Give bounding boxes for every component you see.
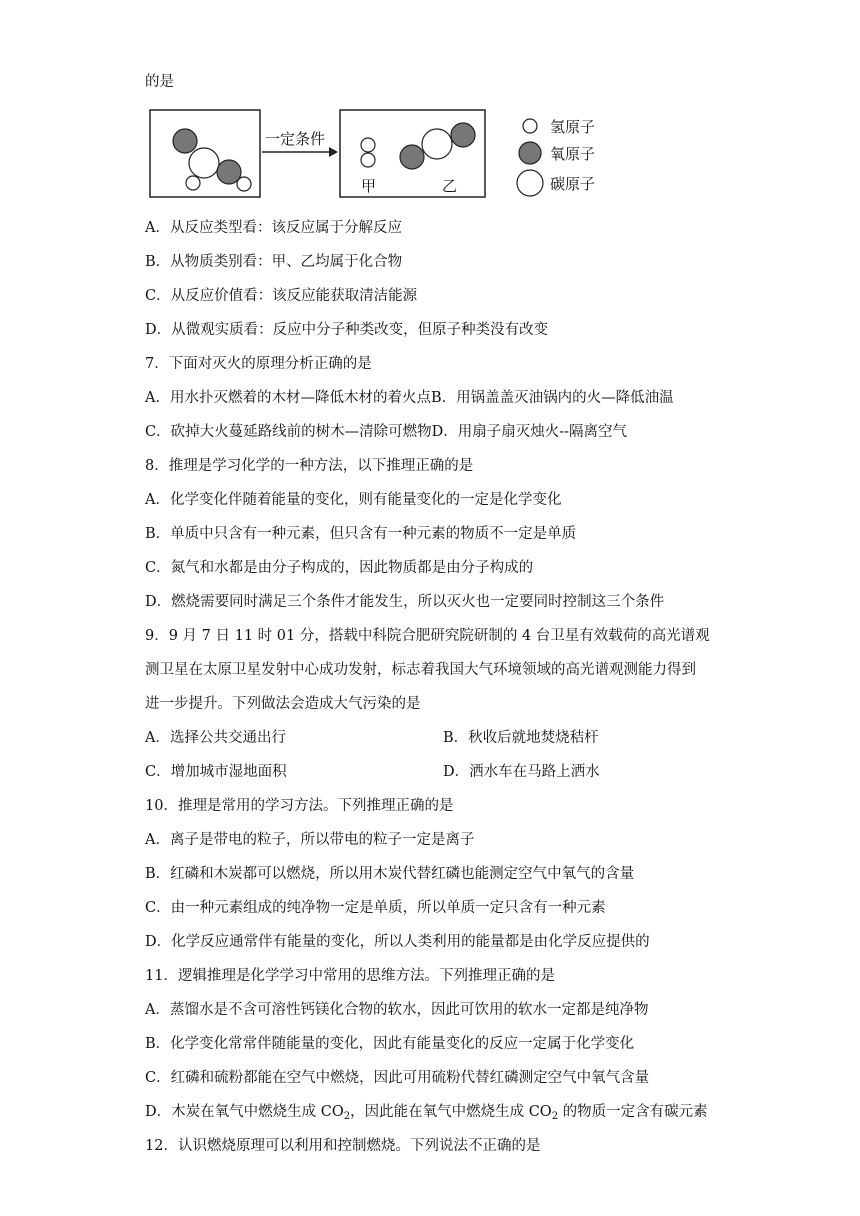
q10-stem: 10．推理是常用的学习方法。下列推理正确的是 bbox=[145, 798, 454, 814]
q11-option-d-part-1: D．木炭在氧气中燃烧生成 CO bbox=[145, 1104, 344, 1120]
subscript-2: 2 bbox=[551, 1111, 559, 1122]
q7-stem: 7．下面对灭火的原理分析正确的是 bbox=[145, 356, 372, 372]
carbon-atom bbox=[422, 129, 452, 159]
carbon-atom bbox=[189, 148, 219, 178]
legend-carbon-label: 碳原子 bbox=[550, 175, 596, 193]
legend-oxygen-label: 氧原子 bbox=[550, 145, 596, 163]
question-6-stem-fragment: 的是 bbox=[145, 74, 174, 90]
q10-option-c: C．由一种元素组成的纯净物一定是单质，所以单质一定只含有一种元素 bbox=[145, 900, 606, 916]
q11-option-c: C．红磷和硫粉都能在空气中燃烧，因此可用硫粉代替红磷测定空气中氧气含量 bbox=[145, 1070, 650, 1086]
arrow-label: 一定条件 bbox=[265, 130, 326, 148]
q10-option-b: B．红磷和木炭都可以燃烧，所以用木炭代替红磷也能测定空气中氧气的含量 bbox=[145, 866, 635, 882]
q9-option-d: D．洒水车在马路上洒水 bbox=[443, 764, 600, 780]
legend-oxygen-icon bbox=[519, 142, 541, 164]
product-label-yi: 乙 bbox=[442, 177, 458, 195]
q6-option-b: B．从物质类别看：甲、乙均属于化合物 bbox=[145, 254, 403, 270]
q10-option-a: A．离子是带电的粒子，所以带电的粒子一定是离子 bbox=[145, 832, 475, 848]
subscript-2: 2 bbox=[343, 1111, 351, 1122]
q11-option-b: B．化学变化常常伴随能量的变化，因此有能量变化的反应一定属于化学变化 bbox=[145, 1036, 635, 1052]
legend-hydrogen-icon bbox=[523, 119, 537, 133]
q9-option-a: A．选择公共交通出行 bbox=[145, 730, 286, 746]
q8-stem: 8．推理是学习化学的一种方法，以下推理正确的是 bbox=[145, 458, 474, 474]
q9-option-c: C．增加城市湿地面积 bbox=[145, 764, 287, 780]
q11-option-d-part-2: ，因此能在氧气中燃烧生成 CO bbox=[350, 1104, 552, 1120]
q11-option-d-part-3: 的物质一定含有碳元素 bbox=[558, 1104, 708, 1120]
q9-option-b: B．秋收后就地焚烧秸杆 bbox=[443, 730, 599, 746]
q11-stem: 11．逻辑推理是化学学习中常用的思维方法。下列推理正确的是 bbox=[145, 968, 555, 984]
arrow-head-icon bbox=[329, 147, 338, 157]
q6-option-d: D．从微观实质看：反应中分子种类改变，但原子种类没有改变 bbox=[145, 322, 549, 338]
hydrogen-atom bbox=[361, 153, 375, 167]
q8-option-b: B．单质中只含有一种元素，但只含有一种元素的物质不一定是单质 bbox=[145, 526, 577, 542]
hydrogen-atom bbox=[361, 138, 375, 152]
q7-options-ab: A．用水扑灭燃着的木材—降低木材的着火点B．用锅盖盖灭油锅内的火—降低油温 bbox=[145, 390, 674, 406]
q8-option-a: A．化学变化伴随着能量的变化，则有能量变化的一定是化学变化 bbox=[145, 492, 562, 508]
q11-option-a: A．蒸馏水是不含可溶性钙镁化合物的软水，因此可饮用的软水一定都是纯净物 bbox=[145, 1002, 649, 1018]
q10-option-d: D．化学反应通常伴有能量的变化，所以人类利用的能量都是由化学反应提供的 bbox=[145, 934, 650, 950]
oxygen-atom bbox=[173, 129, 197, 153]
legend-hydrogen-label: 氢原子 bbox=[550, 118, 596, 136]
q6-option-c: C．从反应价值看：该反应能获取清洁能源 bbox=[145, 288, 418, 304]
q7-options-cd: C．砍掉大火蔓延路线前的树木—清除可燃物D．用扇子扇灭烛火--隔离空气 bbox=[145, 424, 628, 440]
product-label-jia: 甲 bbox=[361, 177, 377, 195]
oxygen-atom bbox=[400, 145, 424, 169]
reaction-diagram bbox=[148, 108, 618, 203]
hydrogen-atom bbox=[237, 177, 251, 191]
q9-stem-line-2: 测卫星在太原卫星发射中心成功发射，标志着我国大气环境领域的高光谱观测能力得到 bbox=[145, 662, 696, 678]
q9-stem-line-3: 进一步提升。下列做法会造成大气污染的是 bbox=[145, 696, 421, 712]
hydrogen-atom bbox=[186, 176, 200, 190]
q6-option-a: A．从反应类型看：该反应属于分解反应 bbox=[145, 220, 402, 236]
q12-stem: 12．认识燃烧原理可以利用和控制燃烧。下列说法不正确的是 bbox=[145, 1138, 541, 1154]
q8-option-c: C．氮气和水都是由分子构成的，因此物质都是由分子构成的 bbox=[145, 560, 534, 576]
legend-carbon-icon bbox=[517, 170, 543, 196]
q8-option-d: D．燃烧需要同时满足三个条件才能发生，所以灭火也一定要同时控制这三个条件 bbox=[145, 594, 665, 610]
oxygen-atom bbox=[451, 123, 475, 147]
q11-option-d bbox=[145, 1102, 708, 1127]
q9-stem-line-1: 9．9 月 7 日 11 时 01 分，搭载中科院合肥研究院研制的 4 台卫星有效载荷的高光谱观 bbox=[145, 628, 710, 644]
